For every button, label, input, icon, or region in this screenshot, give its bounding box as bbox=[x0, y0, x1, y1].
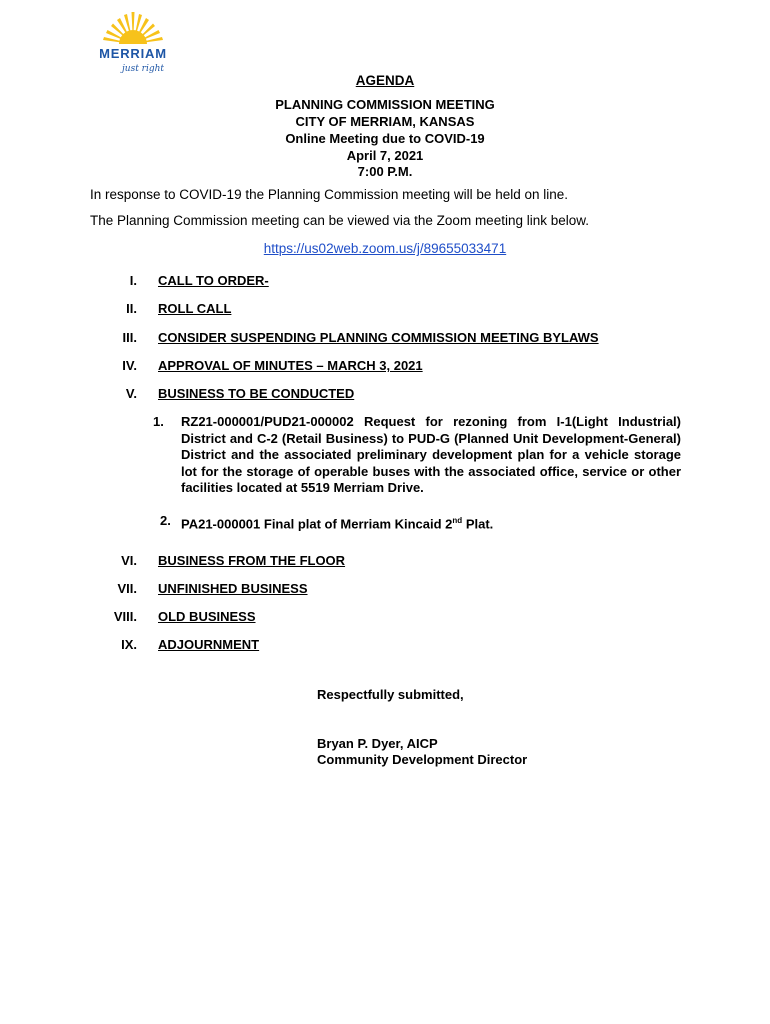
agenda-item-unfinished bbox=[0, 581, 770, 599]
item-label: CONSIDER SUSPENDING PLANNING COMMISSION MEETING BYLAWS bbox=[158, 330, 599, 345]
intro-paragraph-zoom: The Planning Commission meeting can be viewed via the Zoom meeting link below. bbox=[90, 213, 590, 228]
plat-text: PA21-000001 Final plat of Merriam Kincaid 2 bbox=[181, 516, 453, 532]
signer-name: Bryan P. Dyer, AICP bbox=[317, 736, 438, 751]
agenda-item-floor bbox=[0, 553, 770, 571]
agenda-item-business bbox=[0, 386, 770, 404]
item-number: I. bbox=[129, 273, 137, 288]
header-line-city: CITY OF MERRIAM, KANSAS bbox=[295, 114, 475, 129]
item-label: UNFINISHED BUSINESS bbox=[158, 581, 308, 596]
item-label: OLD BUSINESS bbox=[158, 609, 256, 624]
item-number: II. bbox=[126, 301, 137, 316]
item-label: APPROVAL OF MINUTES – MARCH 3, 2021 bbox=[158, 358, 423, 373]
item-label: BUSINESS FROM THE FLOOR bbox=[158, 553, 346, 568]
plat-ordinal: nd bbox=[452, 516, 463, 525]
agenda-item-call-to-order bbox=[0, 273, 770, 291]
logo-tagline: just right bbox=[122, 64, 165, 74]
signer-title: Community Development Director bbox=[317, 752, 528, 767]
item-label: ROLL CALL bbox=[158, 301, 232, 316]
item-label: CALL TO ORDER- bbox=[158, 273, 269, 288]
item-number: VIII. bbox=[113, 609, 137, 624]
zoom-meeting-link[interactable]: https://us02web.zoom.us/j/89655033471 bbox=[263, 241, 507, 256]
header-line-time: 7:00 P.M. bbox=[357, 164, 413, 179]
sun-icon bbox=[88, 8, 178, 48]
intro-paragraph-online: In response to COVID-19 the Planning Commission meeting will be held on line. bbox=[90, 187, 568, 202]
item-number: VI. bbox=[121, 553, 137, 568]
header-line-meeting: PLANNING COMMISSION MEETING bbox=[275, 97, 495, 112]
agenda-item-minutes bbox=[0, 358, 770, 376]
item-number: III. bbox=[122, 330, 137, 345]
header-line-date: April 7, 2021 bbox=[346, 148, 424, 163]
agenda-item-old-business bbox=[0, 609, 770, 627]
header-line-online: Online Meeting due to COVID-19 bbox=[285, 131, 485, 146]
item-label: ADJOURNMENT bbox=[158, 637, 260, 652]
agenda-title: AGENDA bbox=[355, 73, 415, 88]
business-item-number: 2. bbox=[160, 513, 171, 528]
agenda-item-bylaws bbox=[0, 330, 770, 348]
business-item-rezoning: RZ21-000001/PUD21-000002 Request for rezoning from I-1(Light Industrial) District and C-2 (Retail Business) to PUD-G (Planned Unit Development-General) District and the associated preliminary development plan for a vehicle storage lot for the storage of operable buses with the associated office, service or other facilities located at 5519 Merriam Drive. bbox=[181, 414, 681, 495]
plat-text-end: Plat. bbox=[462, 516, 494, 532]
business-item-number: 1. bbox=[153, 414, 164, 429]
logo-wordmark: MERRIAM bbox=[99, 46, 167, 61]
closing-text: Respectfully submitted, bbox=[317, 687, 464, 702]
item-number: VII. bbox=[117, 581, 137, 596]
merriam-logo bbox=[88, 8, 178, 80]
item-number: IX. bbox=[121, 637, 137, 652]
agenda-item-adjournment bbox=[0, 637, 770, 655]
business-item-final-plat bbox=[181, 513, 681, 533]
agenda-item-roll-call bbox=[0, 301, 770, 319]
item-number: V. bbox=[125, 386, 137, 401]
item-label: BUSINESS TO BE CONDUCTED bbox=[158, 386, 355, 401]
item-number: IV. bbox=[122, 358, 137, 373]
